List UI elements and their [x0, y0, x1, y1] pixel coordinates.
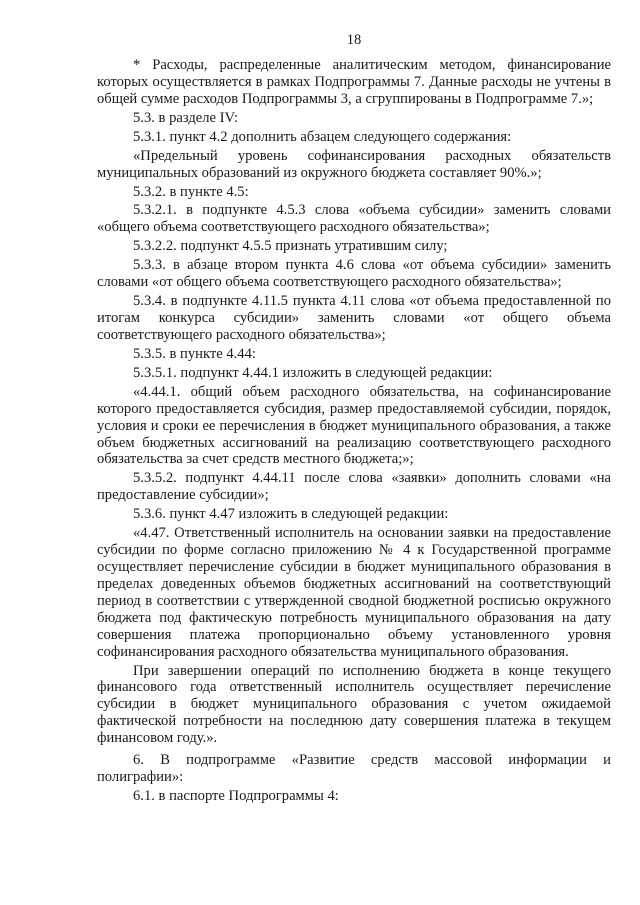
paragraph-6-1: 6.1. в паспорте Подпрограммы 4: [133, 787, 339, 804]
paragraph-5-3-4: 5.3.4. в подпункте 4.11.5 пункта 4.11 слова «от объема предоставленной по итогам конкурса субсидии» заменить словами «от общего объема соответствующего расходного обязательства»; [97, 293, 611, 343]
paragraph-footnote: * Расходы, распределенные аналитическим методом, финансирование которых осуществляется в рамках Подпрограммы 7. Данные расходы не учтены в общей сумме расходов Подпрограммы 3, а сгруппированы в Подпрограмме 7.»; [97, 57, 611, 107]
paragraph-5-3-3: 5.3.3. в абзаце втором пункта 4.6 слова «от объема субсидии» заменить словами «от общего объема соответствующего расходного обязательства»; [97, 257, 611, 291]
paragraph-5-3-2-2: 5.3.2.2. подпункт 4.5.5 признать утратившим силу; [133, 238, 448, 255]
paragraph-quote-4-47: «4.47. Ответственный исполнитель на основании заявки на предоставление субсидии по форме согласно приложению № 4 к Государственной программе осуществляет перечисление субсидии в бюджет муниципального образования в пределах доведенных объемов бюджетных ассигнований на соответствующий период в соответствии с утвержденной сводной бюджетной росписью окружного бюджета под фактическую потребность муниципального образования на дату совершения платежа пропорционально объему установленного уровня софинансирования расходного обязательства муниципального образования. [97, 525, 611, 660]
document-body [97, 57, 611, 807]
paragraph-quote-4-44-1: «4.44.1. общий объем расходного обязательства, на софинансирование которого предоставляется субсидия, размер предоставляемой субсидии, порядок, условия и сроки ее перечисления в бюджет муниципального образования, а также объем бюджетных ассигнований на реализацию соответствующего расходного обязательства за счет средств местного бюджета;»; [97, 383, 611, 468]
paragraph-5-3: 5.3. в разделе IV: [133, 109, 239, 126]
paragraph-5-3-2-1: 5.3.2.1. в подпункте 4.5.3 слова «объема субсидии» заменить словами «общего объема соответствующего расходного обязательства»; [97, 202, 611, 236]
paragraph-5-3-1: 5.3.1. пункт 4.2 дополнить абзацем следующего содержания: [133, 128, 512, 145]
paragraph-5-3-2: 5.3.2. в пункте 4.5: [133, 183, 249, 200]
paragraph-6: 6. В подпрограмме «Развитие средств массовой информации и полиграфии»: [97, 752, 611, 785]
paragraph-5-3-5-1: 5.3.5.1. подпункт 4.44.1 изложить в следующей редакции: [133, 364, 493, 381]
paragraph-quote-cofinancing-level: «Предельный уровень софинансирования расходных обязательств муниципальных образований из окружного бюджета составляет 90%.»; [97, 147, 611, 181]
paragraph-5-3-5: 5.3.5. в пункте 4.44: [133, 345, 256, 362]
paragraph-budget-completion: При завершении операций по исполнению бюджета в конце текущего финансового года ответственный исполнитель осуществляет перечисление субсидии в бюджет муниципального образования с учетом ожидаемой фактической потребности на последнюю дату совершения платежа в текущем финансовом году.». [97, 662, 611, 747]
paragraph-5-3-6: 5.3.6. пункт 4.47 изложить в следующей редакции: [133, 506, 449, 523]
page-number: 18 [346, 32, 362, 48]
paragraph-5-3-5-2: 5.3.5.2. подпункт 4.44.11 после слова «заявки» дополнить словами «на предоставление субсидии»; [97, 470, 611, 504]
